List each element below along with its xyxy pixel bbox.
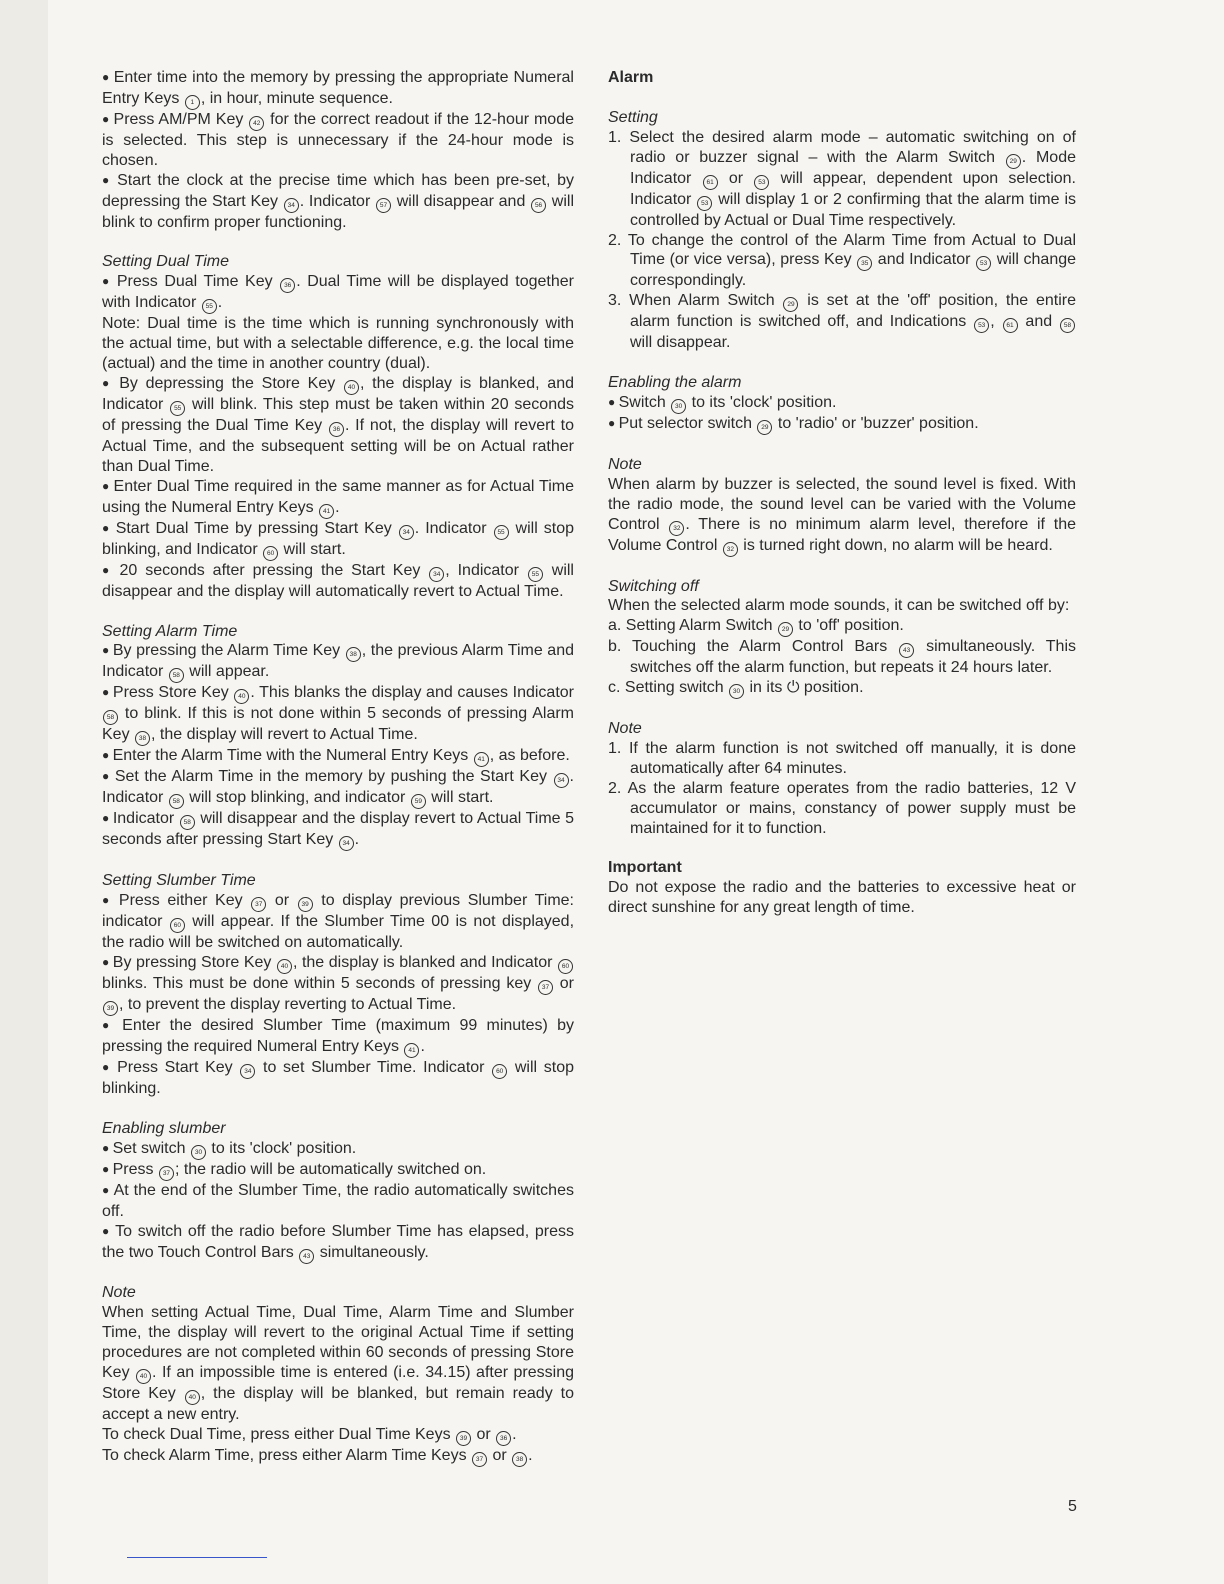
bullet-item: ● Enter the Alarm Time with the Numeral Entry Keys 41 , as before.	[102, 746, 574, 767]
bullet-item: ● By pressing Store Key 40 , the display is blanked and Indicator 60 blinks. This must be done within 5 seconds of pressing key 37 or 39 , to prevent the display reverting to Actual Time.	[102, 953, 574, 1016]
bullet-item: ● Press Dual Time Key 36 . Dual Time will be displayed together with Indicator 55 .	[102, 272, 574, 314]
reference-number-icon: 30	[191, 1145, 206, 1160]
reference-number-icon: 29	[778, 622, 793, 637]
reference-number-icon: 39	[456, 1431, 471, 1446]
section-heading: Switching off	[608, 577, 699, 595]
left-column	[102, 68, 574, 1467]
reference-number-icon: 43	[299, 1249, 314, 1264]
reference-number-icon: 53	[697, 196, 712, 211]
reference-number-icon: 60	[492, 1064, 507, 1079]
reference-number-icon: 40	[136, 1369, 151, 1384]
bullet-item: ● Put selector switch 29 to 'radio' or 'buzzer' position.	[608, 414, 1076, 435]
reference-number-icon: 53	[754, 175, 769, 190]
reference-number-icon: 34	[554, 773, 569, 788]
reference-number-icon: 53	[976, 256, 991, 271]
reference-number-icon: 58	[169, 668, 184, 683]
bullet-item: ● Set switch 30 to its 'clock' position.	[102, 1139, 574, 1160]
section-heading: Note	[608, 720, 642, 738]
bullet-item: ● Start Dual Time by pressing Start Key 34 . Indicator 55 will stop blinking, and Indicator 60 will start.	[102, 519, 574, 561]
footer-rule	[127, 1557, 267, 1558]
reference-number-icon: 55	[494, 525, 509, 540]
reference-number-icon: 38	[512, 1452, 527, 1467]
section-heading: Setting Alarm Time	[102, 622, 238, 640]
numbered-item: a. Setting Alarm Switch 29 to 'off' position.	[608, 616, 1076, 637]
reference-number-icon: 36	[329, 422, 344, 437]
bullet-item: ● Switch 30 to its 'clock' position.	[608, 393, 1076, 414]
reference-number-icon: 40	[344, 380, 359, 395]
paragraph-spacer	[608, 353, 1076, 373]
reference-number-icon: 55	[528, 567, 543, 582]
bullet-item: ● By depressing the Store Key 40 , the display is blanked, and Indicator 55 will blink. This step must be taken within 20 seconds of pressing the Dual Time Key 36 . If not, the display will revert to Actual Time, and the subsequent setting will be on Actual rather than Dual Time.	[102, 374, 574, 477]
bullet-item: ● At the end of the Slumber Time, the radio automatically switches off.	[102, 1181, 574, 1222]
reference-number-icon: 40	[185, 1390, 200, 1405]
paragraph-spacer	[608, 88, 1076, 108]
section-heading: Enabling slumber	[102, 1119, 226, 1137]
reference-number-icon: 39	[103, 1001, 118, 1016]
numbered-item: b. Touching the Alarm Control Bars 43 simultaneously. This switches off the alarm function, but repeats it 24 hours later.	[608, 638, 1076, 677]
reference-number-icon: 29	[757, 420, 772, 435]
reference-number-icon: 34	[339, 836, 354, 851]
reference-number-icon: 38	[346, 647, 361, 662]
section-title: Alarm	[608, 69, 654, 86]
reference-number-icon: 30	[671, 399, 686, 414]
bullet-item: ● Start the clock at the precise time which has been pre-set, by depressing the Start Key 34 . Indicator 57 will disappear and 56 will blink to confirm proper functioning.	[102, 171, 574, 233]
reference-number-icon: 55	[202, 299, 217, 314]
bullet-item: ● Enter time into the memory by pressing the appropriate Numeral Entry Keys 1 , in hour, minute sequence.	[102, 68, 574, 110]
paragraph-spacer	[608, 435, 1076, 455]
reference-number-icon: 42	[249, 116, 264, 131]
page-number: 5	[1068, 1498, 1077, 1515]
reference-number-icon: 58	[169, 794, 184, 809]
reference-number-icon: 32	[723, 542, 738, 557]
reference-number-icon: 29	[783, 297, 798, 312]
reference-number-icon: 39	[298, 897, 313, 912]
page-edge-shadow	[0, 0, 48, 1584]
bullet-item: ● 20 seconds after pressing the Start Key 34 , Indicator 55 will disappear and the display will automatically revert to Actual Time.	[102, 561, 574, 602]
paragraph-spacer	[102, 1099, 574, 1119]
reference-number-icon: 30	[729, 684, 744, 699]
reference-number-icon: 36	[496, 1431, 511, 1446]
body-paragraph: Do not expose the radio and the batteries to excessive heat or direct sunshine for any great length of time.	[608, 879, 1076, 917]
section-heading: Note	[608, 455, 642, 473]
paragraph-spacer	[102, 851, 574, 871]
bullet-item: ● Press AM/PM Key 42 for the correct readout if the 12-hour mode is selected. This step is unnecessary if the 24-hour mode is chosen.	[102, 110, 574, 171]
bullet-item: ● Indicator 58 will disappear and the display revert to Actual Time 5 seconds after pressing Start Key 34 .	[102, 809, 574, 851]
reference-number-icon: 43	[899, 643, 914, 658]
reference-number-icon: 34	[240, 1064, 255, 1079]
reference-number-icon: 41	[319, 504, 334, 519]
body-paragraph: When the selected alarm mode sounds, it can be switched off by:	[608, 597, 1070, 615]
bullet-item: ● To switch off the radio before Slumber Time has elapsed, press the two Touch Control Bars 43 simultaneously.	[102, 1222, 574, 1264]
section-heading: Setting Dual Time	[102, 253, 230, 271]
reference-number-icon: 32	[669, 521, 684, 536]
bullet-item: ● Set the Alarm Time in the memory by pushing the Start Key 34 . Indicator 58 will stop blinking, and indicator 59 will start.	[102, 767, 574, 809]
section-heading: Setting Slumber Time	[102, 872, 256, 890]
numbered-item: 1. If the alarm function is not switched off manually, it is done automatically after 64 minutes.	[608, 740, 1076, 777]
reference-number-icon: 40	[234, 689, 249, 704]
body-paragraph: To check Alarm Time, press either Alarm Time Keys 37 or 38 .	[102, 1446, 574, 1467]
bullet-item: ● By pressing the Alarm Time Key 38 , the previous Alarm Time and Indicator 58 will appear.	[102, 641, 574, 683]
paragraph-spacer	[608, 699, 1076, 719]
reference-number-icon: 61	[703, 175, 718, 190]
numbered-item: 2. To change the control of the Alarm Time from Actual to Dual Time (or vice versa), press Key 35 and Indicator 53 will change correspondingly.	[608, 231, 1077, 290]
reference-number-icon: 34	[284, 198, 299, 213]
reference-number-icon: 37	[159, 1166, 174, 1181]
reference-number-icon: 58	[1060, 318, 1075, 333]
reference-number-icon: 29	[1006, 154, 1021, 169]
reference-number-icon: 61	[1003, 318, 1018, 333]
paragraph-spacer	[102, 1264, 574, 1284]
paragraph-spacer	[608, 557, 1076, 577]
bullet-item: ● Enter Dual Time required in the same manner as for Actual Time using the Numeral Entry Keys 41 .	[102, 477, 574, 519]
paragraph-spacer	[102, 233, 574, 253]
numbered-item: c. Setting switch 30 in its ⏻ position.	[608, 678, 1076, 699]
reference-number-icon: 37	[538, 980, 553, 995]
bullet-item: ● Press Store Key 40 . This blanks the display and causes Indicator 58 to blink. If this is not done within 5 seconds of pressing Alarm Key 38 , the display will revert to Actual Time.	[102, 683, 574, 746]
reference-number-icon: 36	[280, 278, 295, 293]
reference-number-icon: 58	[103, 710, 118, 725]
body-paragraph: When setting Actual Time, Dual Time, Alarm Time and Slumber Time, the display will revert to the original Actual Time if setting procedures are not completed within 60 seconds of pressing Store Key 40 . If an impossible time is entered (i.e. 34.15) after pressing Store Key 40 , the display will be blanked, but remain ready to accept a new entry.	[102, 1304, 575, 1424]
reference-number-icon: 60	[558, 959, 573, 974]
bullet-item: ● Press either Key 37 or 39 to display previous Slumber Time: indicator 60 will appear. If the Slumber Time 00 is not displayed, the radio will be switched on automatically.	[102, 891, 574, 953]
reference-number-icon: 55	[170, 401, 185, 416]
bullet-item: ● Enter the desired Slumber Time (maximum 99 minutes) by pressing the required Numeral Entry Keys 41 .	[102, 1016, 574, 1058]
bullet-item: ● Press 37 ; the radio will be automatically switched on.	[102, 1160, 574, 1181]
paragraph-spacer	[102, 602, 574, 622]
reference-number-icon: 37	[472, 1452, 487, 1467]
paragraph-spacer	[608, 839, 1076, 859]
reference-number-icon: 53	[974, 318, 989, 333]
section-heading: Setting	[608, 108, 658, 126]
reference-number-icon: 40	[277, 959, 292, 974]
reference-number-icon: 60	[170, 918, 185, 933]
body-paragraph: To check Dual Time, press either Dual Time Keys 39 or 36 .	[102, 1425, 574, 1446]
body-paragraph: Note: Dual time is the time which is running synchronously with the actual time, but with a selectable difference, e.g. the local time (actual) and the time in another country (dual).	[102, 315, 574, 373]
numbered-item: 2. As the alarm feature operates from the radio batteries, 12 V accumulator or mains, constancy of power supply must be maintained for it to function.	[608, 779, 1076, 837]
bullet-item: ● Press Start Key 34 to set Slumber Time. Indicator 60 will stop blinking.	[102, 1058, 574, 1099]
reference-number-icon: 60	[263, 546, 278, 561]
right-column	[608, 68, 1076, 918]
reference-number-icon: 58	[180, 815, 195, 830]
section-title: Important	[608, 859, 682, 877]
reference-number-icon: 38	[135, 731, 150, 746]
section-heading: Enabling the alarm	[608, 374, 742, 392]
reference-number-icon: 34	[399, 525, 414, 540]
reference-number-icon: 59	[411, 794, 426, 809]
reference-number-icon: 57	[376, 198, 391, 213]
reference-number-icon: 56	[531, 198, 546, 213]
numbered-item: 1. Select the desired alarm mode – automatic switching on of radio or buzzer signal – with the Alarm Switch 29 . Mode Indicator 61 or 53 will appear, dependent upon selection. Indicator 53 will display 1 or 2 confirming that the alarm time is controlled by Actual or Dual Time respectively.	[608, 128, 1077, 229]
reference-number-icon: 35	[857, 256, 872, 271]
section-heading: Note	[102, 1284, 136, 1302]
reference-number-icon: 37	[251, 897, 266, 912]
numbered-item: 3. When Alarm Switch 29 is set at the 'off' position, the entire alarm function is switched off, and Indications 53 , 61 and 58 will disappear.	[608, 292, 1077, 352]
reference-number-icon: 1	[185, 95, 200, 110]
reference-number-icon: 34	[429, 567, 444, 582]
reference-number-icon: 41	[404, 1043, 419, 1058]
reference-number-icon: 41	[474, 752, 489, 767]
body-paragraph: When alarm by buzzer is selected, the sound level is fixed. With the radio mode, the sound level can be varied with the Volume Control 32 . There is no minimum alarm level, therefore if the Volume Control 32 is turned right down, no alarm will be heard.	[608, 475, 1076, 557]
